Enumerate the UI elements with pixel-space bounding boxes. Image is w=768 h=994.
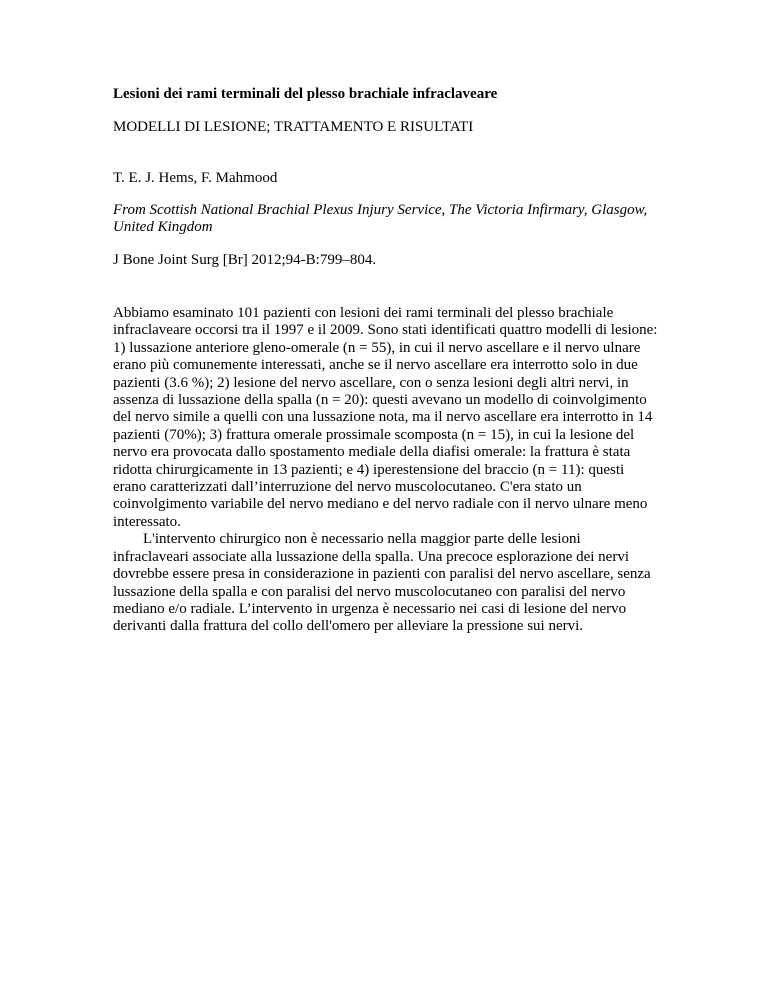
article-title: Lesioni dei rami terminali del plesso brachiale infraclaveare bbox=[113, 86, 498, 102]
article-subtitle: MODELLI DI LESIONE; TRATTAMENTO E RISULTATI bbox=[113, 119, 474, 135]
article-authors: T. E. J. Hems, F. Mahmood bbox=[113, 170, 278, 186]
abstract-paragraph-2: L'intervento chirurgico non è necessario nella maggior parte delle lesioni infraclaveari associate alla lussazione della spalla. Una precoce esplorazione dei nervi dovrebbe essere presa in considerazione in pazienti con paralisi del nervo ascellare, senza lussazione della spalla e con paralisi del nervo muscolocutaneo con paralisi del nervo mediano e/o radiale. L’intervento in urgenza è necessario nei casi di lesione del nervo derivanti dalla frattura del collo dell'omero per alleviare la pressione sui nervi. bbox=[113, 531, 651, 635]
article-affiliation: From Scottish National Brachial Plexus Injury Service, The Victoria Infirmary, Glasgow, United Kingdom bbox=[113, 202, 648, 236]
abstract-paragraph-1: Abbiamo esaminato 101 pazienti con lesioni dei rami terminali del plesso brachiale infraclaveare occorsi tra il 1997 e il 2009. Sono stati identificati quattro modelli di lesione: 1) lussazione anteriore gleno-omerale (n = 55), in cui il nervo ascellare e il nervo ulnare erano più comunemente interessati, anche se il nervo ascellare era interrotto solo in due pazienti (3.6 %); 2) lesione del nervo ascellare, con o senza lesioni degli altri nervi, in assenza di lussazione della spalla (n = 20): questi avevano un modello di coinvolgimento del nervo simile a quelli con una lussazione nota, ma il nervo ascellare era interrotto in 14 pazienti (70%); 3) frattura omerale prossimale scomposta (n = 15), in cui la lesione del nervo era provocata dallo spostamento mediale della diafisi omerale: la frattura è stata ridotta chirurgicamente in 13 pazienti; e 4) iperestensione del braccio (n = 11): questi erano caratterizzati dall’interruzione del nervo muscolocutaneo. C'era stato un coinvolgimento variabile del nervo mediano e del nervo radiale con il nervo ulnare meno interessato. bbox=[113, 305, 658, 530]
article-abstract bbox=[113, 305, 658, 636]
article-citation: J Bone Joint Surg [Br] 2012;94-B:799–804. bbox=[113, 252, 377, 268]
